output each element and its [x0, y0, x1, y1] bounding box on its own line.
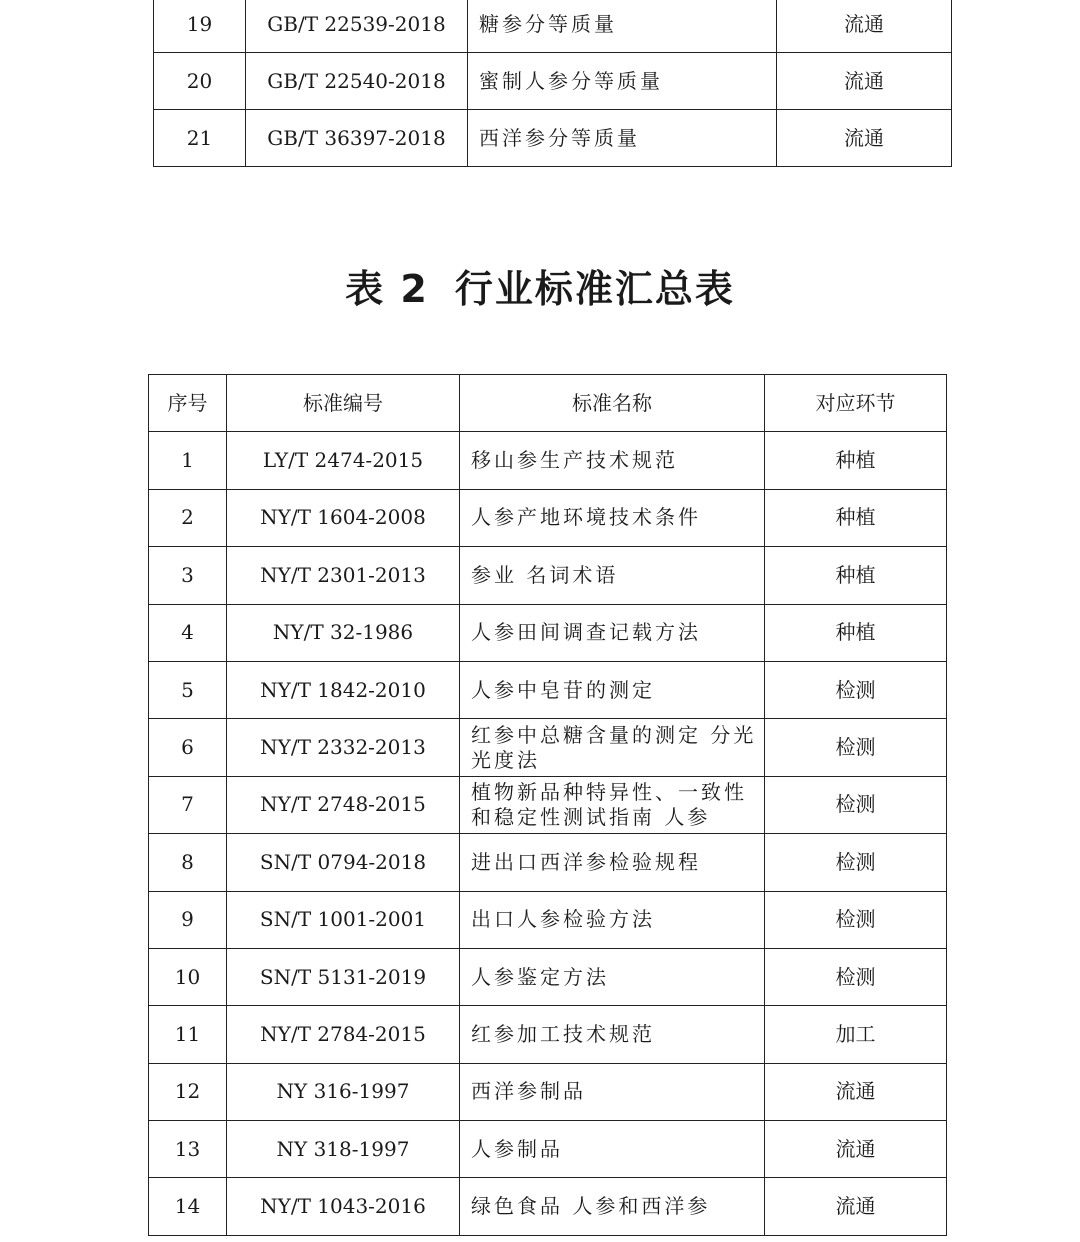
row-standard-name: 绿色食品 人参和西洋参	[460, 1178, 765, 1235]
row-stage: 检测	[765, 719, 947, 776]
row-stage: 种植	[765, 604, 947, 661]
industry-standards-table	[148, 374, 947, 1236]
row-standard-code: NY/T 2301-2013	[227, 547, 460, 604]
table-row	[149, 891, 947, 948]
row-standard-name: 人参制品	[460, 1121, 765, 1178]
table-row	[149, 1121, 947, 1178]
row-stage: 流通	[765, 1063, 947, 1120]
row-stage: 加工	[765, 1006, 947, 1063]
table-row	[149, 489, 947, 546]
table-row	[149, 948, 947, 1005]
table-row	[149, 604, 947, 661]
row-standard-code: SN/T 0794-2018	[227, 834, 460, 891]
row-serial-number: 4	[149, 604, 227, 661]
row-standard-code: NY 318-1997	[227, 1121, 460, 1178]
row-standard-name: 西洋参分等质量	[468, 110, 777, 167]
row-standard-name: 红参加工技术规范	[460, 1006, 765, 1063]
table-row	[149, 547, 947, 604]
header-standard-code: 标准编号	[227, 375, 460, 432]
row-stage: 流通	[777, 0, 952, 53]
row-serial-number: 13	[149, 1121, 227, 1178]
row-standard-code: LY/T 2474-2015	[227, 432, 460, 489]
table-row	[149, 719, 947, 776]
row-standard-name: 出口人参检验方法	[460, 891, 765, 948]
row-standard-code: GB/T 36397-2018	[246, 110, 468, 167]
row-serial-number: 19	[154, 0, 246, 53]
row-standard-name: 蜜制人参分等质量	[468, 53, 777, 110]
row-standard-name: 红参中总糖含量的测定 分光光度法	[460, 719, 765, 776]
table-row	[149, 776, 947, 833]
row-standard-name: 西洋参制品	[460, 1063, 765, 1120]
row-stage: 检测	[765, 891, 947, 948]
row-stage: 流通	[777, 110, 952, 167]
row-stage: 种植	[765, 489, 947, 546]
row-stage: 检测	[765, 776, 947, 833]
header-serial-number: 序号	[149, 375, 227, 432]
row-standard-name: 糖参分等质量	[468, 0, 777, 53]
row-standard-code: NY/T 2748-2015	[227, 776, 460, 833]
row-standard-name: 植物新品种特异性、一致性和稳定性测试指南 人参	[460, 776, 765, 833]
row-serial-number: 10	[149, 948, 227, 1005]
row-serial-number: 14	[149, 1178, 227, 1235]
row-serial-number: 1	[149, 432, 227, 489]
row-standard-code: NY/T 32-1986	[227, 604, 460, 661]
row-standard-name: 人参产地环境技术条件	[460, 489, 765, 546]
row-stage: 检测	[765, 834, 947, 891]
row-stage: 流通	[765, 1178, 947, 1235]
table2-title-number: 表 2	[345, 267, 429, 311]
national-standards-table-continued	[153, 0, 952, 167]
row-standard-code: GB/T 22539-2018	[246, 0, 468, 53]
row-serial-number: 20	[154, 53, 246, 110]
row-standard-name: 人参中皂苷的测定	[460, 661, 765, 718]
row-standard-code: NY/T 2784-2015	[227, 1006, 460, 1063]
row-standard-name: 人参田间调查记载方法	[460, 604, 765, 661]
row-stage: 种植	[765, 547, 947, 604]
table-row	[154, 0, 952, 53]
row-stage: 流通	[777, 53, 952, 110]
table-row	[149, 432, 947, 489]
header-stage: 对应环节	[765, 375, 947, 432]
table-row	[149, 834, 947, 891]
row-standard-code: SN/T 5131-2019	[227, 948, 460, 1005]
row-stage: 检测	[765, 661, 947, 718]
row-standard-name: 人参鉴定方法	[460, 948, 765, 1005]
row-serial-number: 12	[149, 1063, 227, 1120]
row-serial-number: 6	[149, 719, 227, 776]
table2-title-text: 行业标准汇总表	[454, 267, 735, 311]
table-row	[149, 1063, 947, 1120]
row-serial-number: 9	[149, 891, 227, 948]
table-row	[154, 110, 952, 167]
row-serial-number: 21	[154, 110, 246, 167]
table2-body	[149, 432, 947, 1235]
row-serial-number: 11	[149, 1006, 227, 1063]
row-standard-code: NY 316-1997	[227, 1063, 460, 1120]
row-standard-code: SN/T 1001-2001	[227, 891, 460, 948]
table-row	[154, 53, 952, 110]
row-standard-code: NY/T 1842-2010	[227, 661, 460, 718]
row-stage: 检测	[765, 948, 947, 1005]
row-standard-code: NY/T 1043-2016	[227, 1178, 460, 1235]
row-stage: 种植	[765, 432, 947, 489]
row-standard-code: NY/T 1604-2008	[227, 489, 460, 546]
row-serial-number: 8	[149, 834, 227, 891]
table1-body	[154, 0, 952, 167]
header-standard-name: 标准名称	[460, 375, 765, 432]
row-standard-name: 移山参生产技术规范	[460, 432, 765, 489]
row-standard-name: 参业 名词术语	[460, 547, 765, 604]
row-standard-code: NY/T 2332-2013	[227, 719, 460, 776]
table2-title	[0, 258, 1080, 313]
row-serial-number: 5	[149, 661, 227, 718]
table2-header-row	[149, 375, 947, 432]
table-row	[149, 1006, 947, 1063]
table-row	[149, 1178, 947, 1235]
row-serial-number: 2	[149, 489, 227, 546]
table-row	[149, 661, 947, 718]
row-serial-number: 3	[149, 547, 227, 604]
row-serial-number: 7	[149, 776, 227, 833]
row-standard-code: GB/T 22540-2018	[246, 53, 468, 110]
row-standard-name: 进出口西洋参检验规程	[460, 834, 765, 891]
row-stage: 流通	[765, 1121, 947, 1178]
